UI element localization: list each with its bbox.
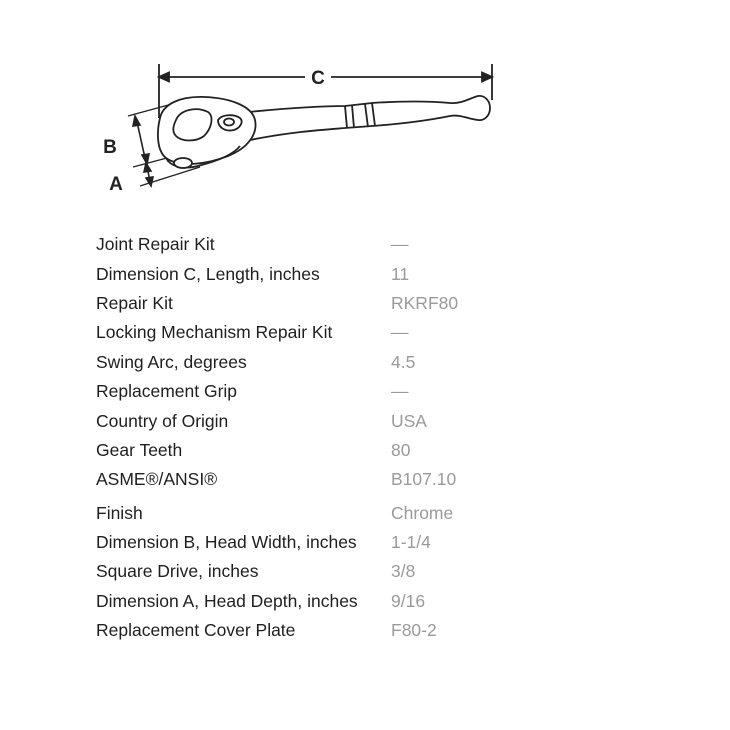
spec-label: Swing Arc, degrees [96, 351, 247, 372]
spec-row [96, 587, 616, 616]
spec-label: Locking Mechanism Repair Kit [96, 322, 333, 343]
dimension-a-arrow [144, 163, 153, 186]
spec-value: 11 [391, 263, 410, 284]
spec-value: — [391, 322, 409, 343]
spec-label: Finish [96, 502, 143, 523]
spec-value: 1-1/4 [391, 532, 431, 553]
spec-value: B107.10 [391, 469, 457, 490]
spec-value: 80 [391, 439, 411, 460]
spec-value: F80-2 [391, 620, 437, 641]
spec-label: Country of Origin [96, 410, 229, 431]
spec-label: ASME®/ANSI® [96, 469, 218, 490]
spec-row [96, 465, 616, 494]
spec-label: Replacement Cover Plate [96, 620, 296, 641]
spec-value: — [391, 234, 409, 255]
spec-row [96, 377, 616, 406]
spec-value: 9/16 [391, 590, 426, 611]
ratchet-dimension-diagram [0, 0, 730, 215]
spec-row [96, 259, 616, 288]
spec-value: RKRF80 [391, 292, 459, 313]
dimension-b-arrow [133, 116, 149, 164]
spec-label: Joint Repair Kit [96, 234, 215, 255]
spec-row [96, 528, 616, 557]
dimension-b-label: B [103, 137, 117, 158]
dimension-a-label: A [109, 174, 123, 195]
spec-value: — [391, 381, 409, 402]
spec-row [96, 499, 616, 528]
spec-value: USA [391, 410, 427, 431]
spec-row [96, 557, 616, 586]
spec-table [96, 230, 616, 645]
spec-row [96, 616, 616, 645]
spec-row [96, 318, 616, 347]
spec-value: 4.5 [391, 351, 416, 372]
spec-label: Replacement Grip [96, 381, 238, 402]
spec-value: Chrome [391, 502, 454, 523]
spec-label: Square Drive, inches [96, 561, 259, 582]
spec-label: Dimension C, Length, inches [96, 263, 320, 284]
dimension-c-label: C [311, 68, 325, 89]
spec-label: Dimension A, Head Depth, inches [96, 590, 358, 611]
spec-row [96, 230, 616, 259]
spec-row [96, 289, 616, 318]
spec-row [96, 436, 616, 465]
spec-label: Gear Teeth [96, 439, 183, 460]
spec-label: Repair Kit [96, 292, 173, 313]
spec-row [96, 406, 616, 435]
ratchet-outline [158, 96, 490, 168]
spec-value: 3/8 [391, 561, 416, 582]
spec-label: Dimension B, Head Width, inches [96, 532, 357, 553]
spec-row [96, 348, 616, 377]
